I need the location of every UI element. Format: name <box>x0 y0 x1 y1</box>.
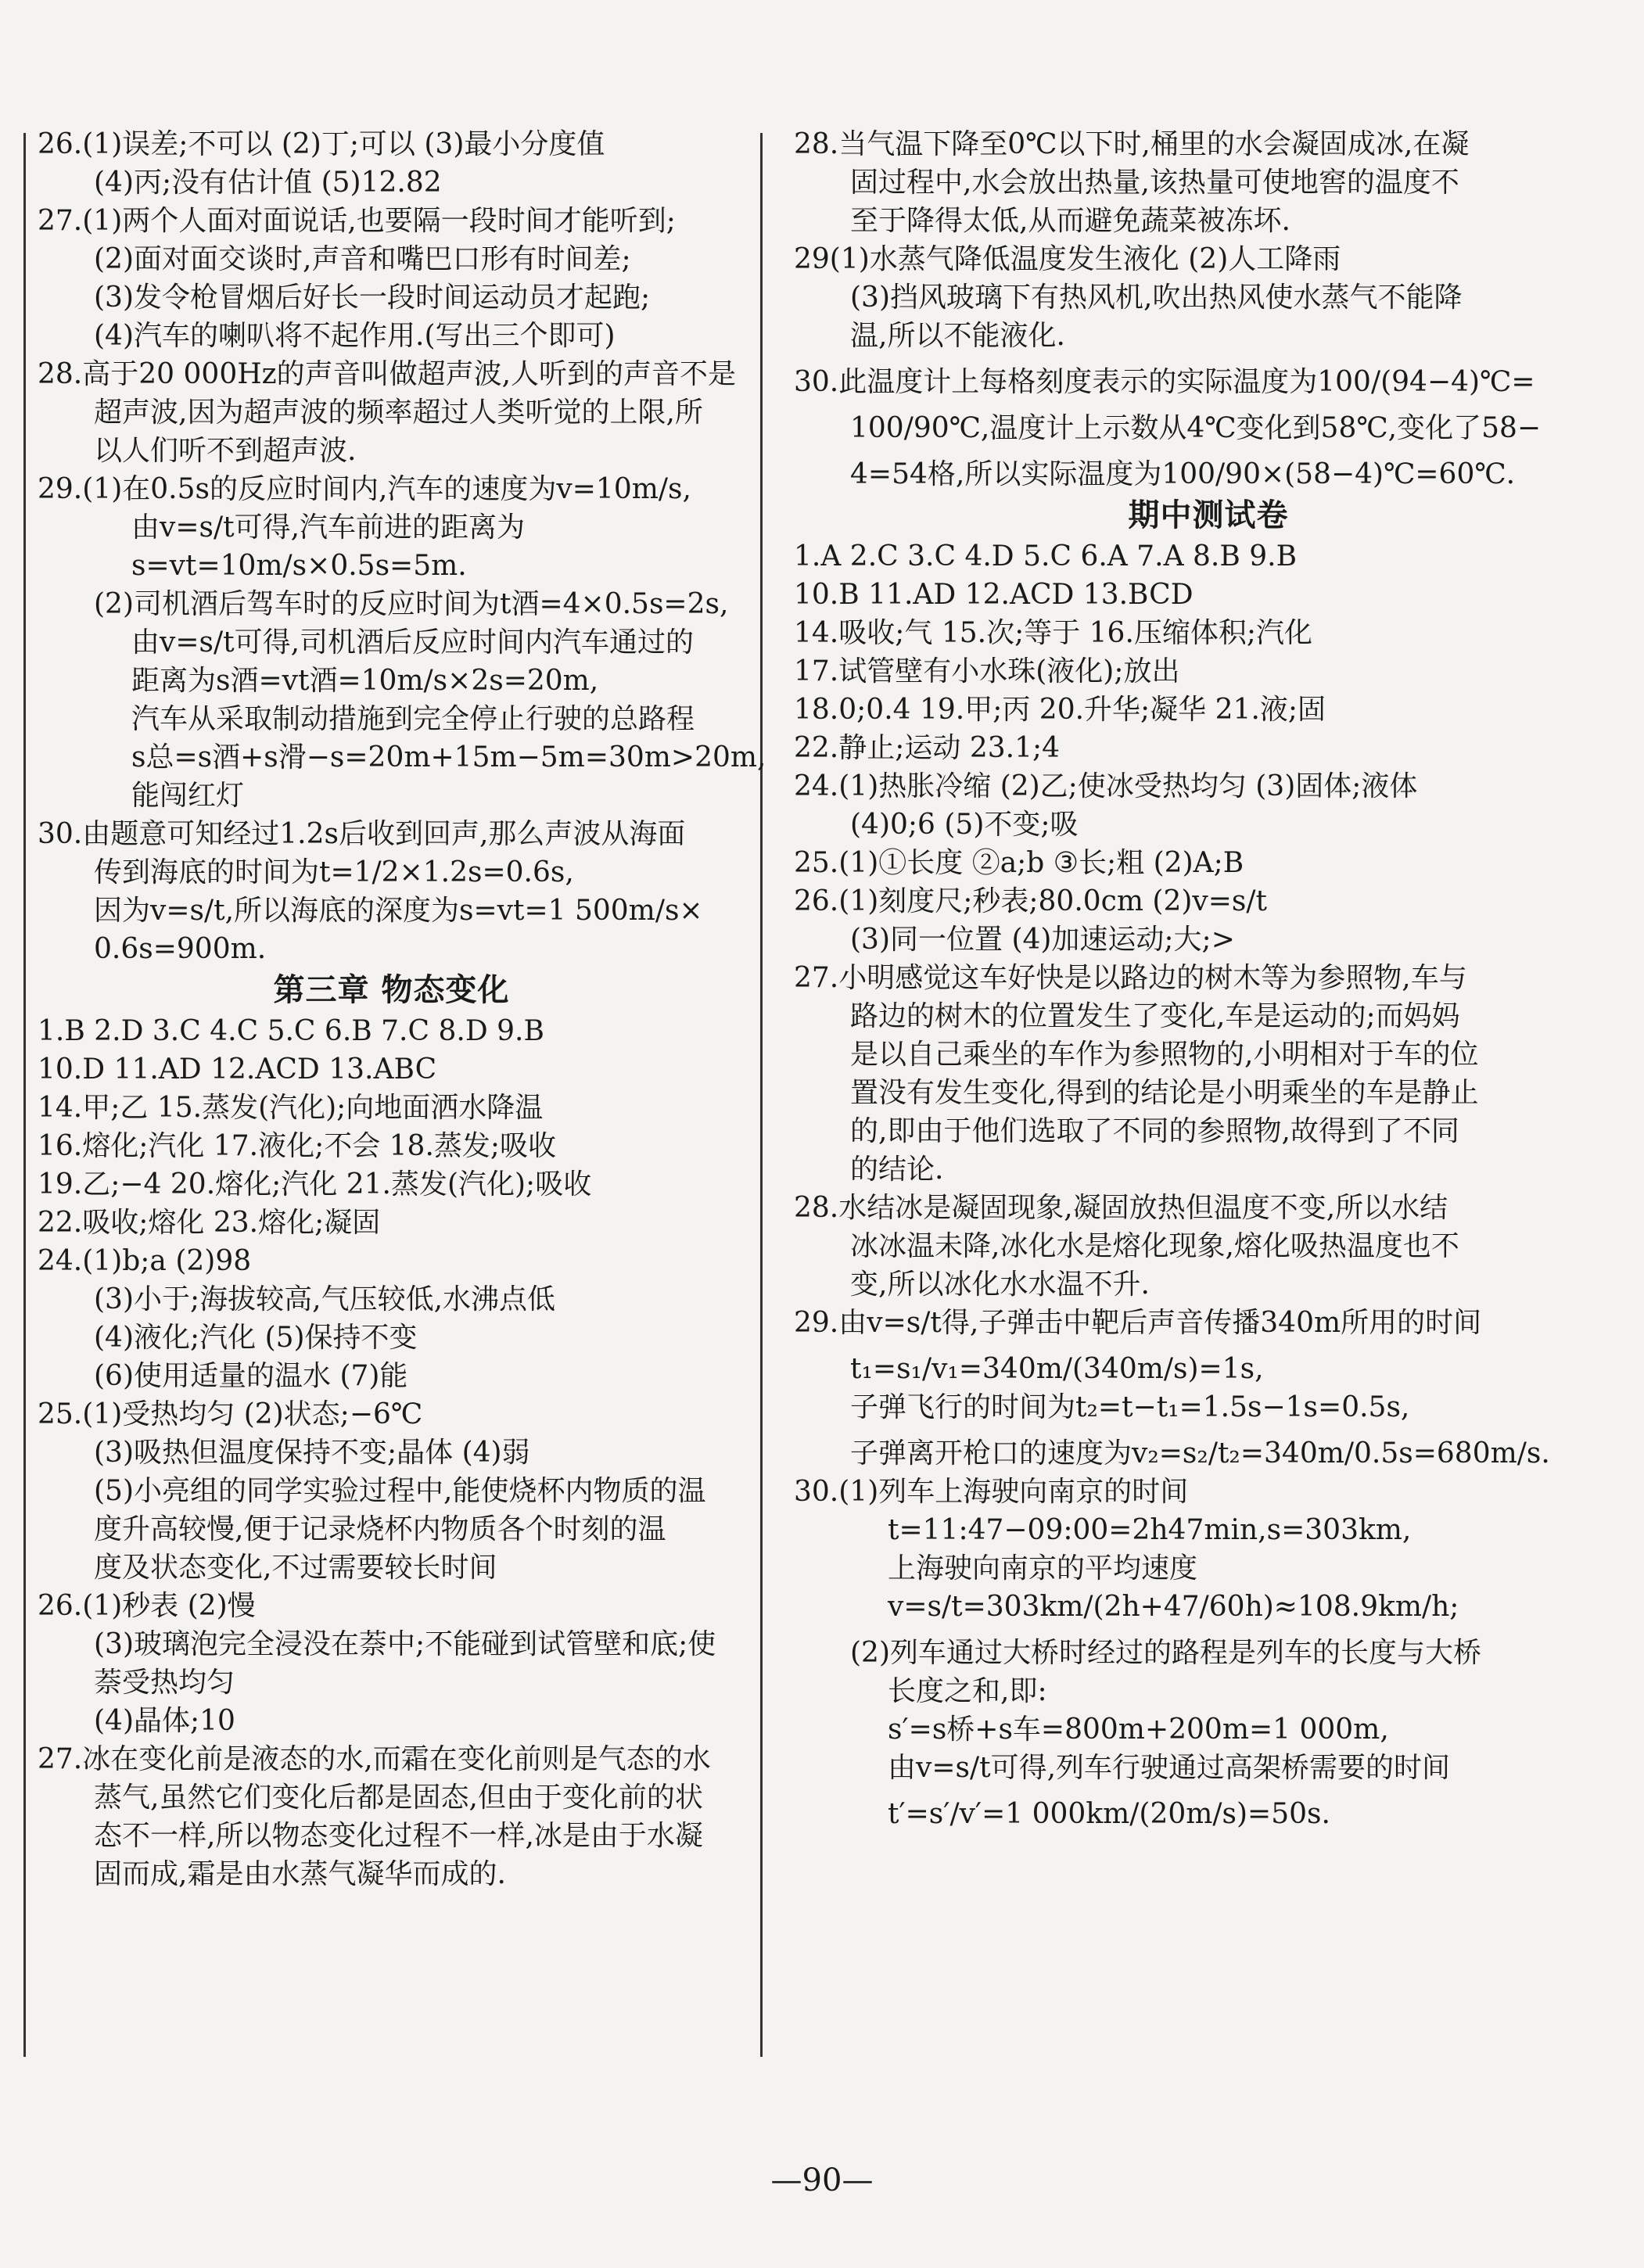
answer-line: (4)丙;没有估计值 (5)12.82 <box>94 167 442 199</box>
answer-line: v=s/t=303km/(2h+47/60h)≈108.9km/h; <box>888 1591 1459 1623</box>
answer-line: 超声波,因为超声波的频率超过人类听觉的上限,所 <box>94 397 703 429</box>
answer-line: 27.(1)两个人面对面说话,也要隔一段时间才能听到; <box>38 205 676 237</box>
answer-line: 子弹离开枪口的速度为v₂=s₂/t₂=340m/0.5s=680m/s. <box>850 1437 1550 1470</box>
answer-line: 固而成,霜是由水蒸气凝华而成的. <box>94 1858 506 1890</box>
answer-line: 子弹飞行的时间为t₂=t−t₁=1.5s−1s=0.5s, <box>850 1391 1410 1423</box>
answer-line: 由v=s/t可得,列车行驶通过高架桥需要的时间 <box>888 1752 1451 1784</box>
answer-line: 14.甲;乙 15.蒸发(汽化);向地面洒水降温 <box>38 1092 544 1124</box>
answer-line: 27.冰在变化前是液态的水,而霜在变化前则是气态的水 <box>38 1743 711 1775</box>
answer-line: 的结论. <box>850 1154 944 1186</box>
answer-line: s′=s桥+s车=800m+200m=1 000m, <box>888 1714 1389 1746</box>
answer-line: 因为v=s/t,所以海底的深度为s=vt=1 500m/s× <box>94 895 703 927</box>
answer-line: (2)司机酒后驾车时的反应时间为t酒=4×0.5s=2s, <box>94 588 729 620</box>
answer-line: 上海驶向南京的平均速度 <box>888 1552 1198 1584</box>
answer-line: s=vt=10m/s×0.5s=5m. <box>131 550 467 582</box>
answer-line: 1.B 2.D 3.C 4.C 5.C 6.B 7.C 8.D 9.B <box>38 1015 544 1047</box>
chapter-title: 第三章 物态变化 <box>273 971 510 1008</box>
answer-line: 长度之和,即: <box>888 1675 1047 1707</box>
answer-line: 蒸气,虽然它们变化后都是固态,但由于变化前的状 <box>94 1782 703 1814</box>
spacer <box>794 447 1623 455</box>
answer-line: 26.(1)误差;不可以 (2)丁;可以 (3)最小分度值 <box>38 128 605 160</box>
left-column <box>38 125 766 1893</box>
answer-line: 由v=s/t可得,司机酒后反应时间内汽车通过的 <box>131 626 695 659</box>
answer-line: 温,所以不能液化. <box>850 320 1065 352</box>
answer-line: 10.B 11.AD 12.ACD 13.BCD <box>794 579 1194 611</box>
answer-line: 22.静止;运动 23.1;4 <box>794 732 1061 764</box>
answer-line: 14.吸收;气 15.次;等于 16.压缩体积;汽化 <box>794 617 1313 649</box>
answer-line: 至于降得太低,从而避免蔬菜被冻坏. <box>850 205 1290 237</box>
answer-line: 汽车从采取制动措施到完全停止行驶的总路程 <box>131 703 695 735</box>
answer-line: 4=54格,所以实际温度为100/90×(58−4)℃=60℃. <box>850 458 1516 490</box>
answer-line: (6)使用适量的温水 (7)能 <box>94 1360 408 1392</box>
answer-line: (4)0;6 (5)不变;吸 <box>850 809 1079 841</box>
answer-line: 态不一样,所以物态变化过程不一样,冰是由于水凝 <box>94 1820 703 1852</box>
answer-line: 28.当气温下降至0℃以下时,桶里的水会凝固成冰,在凝 <box>794 128 1470 160</box>
exam-title: 期中测试卷 <box>1128 497 1289 533</box>
spacer <box>794 355 1623 363</box>
answer-line: (3)同一位置 (4)加速运动;大;> <box>850 924 1235 956</box>
answer-line: 置没有发生变化,得到的结论是小明乘坐的车是静止 <box>850 1077 1479 1109</box>
spacer <box>794 1787 1623 1795</box>
answer-line: (3)吸热但温度保持不变;晶体 (4)弱 <box>94 1437 530 1469</box>
answer-line: 22.吸收;熔化 23.熔化;凝固 <box>38 1207 381 1239</box>
answer-line: 0.6s=900m. <box>94 933 267 965</box>
answer-line: (3)小于;海拔较高,气压较低,水沸点低 <box>94 1283 556 1315</box>
answer-line: 18.0;0.4 19.甲;丙 20.升华;凝华 21.液;固 <box>794 694 1326 726</box>
answer-line: 能闯红灯 <box>131 780 245 812</box>
answer-line: 30.由题意可知经过1.2s后收到回声,那么声波从海面 <box>38 818 686 850</box>
answer-line: t′=s′/v′=1 000km/(20m/s)=50s. <box>888 1798 1330 1830</box>
answer-line: (4)液化;汽化 (5)保持不变 <box>94 1322 418 1354</box>
answer-line: 16.熔化;汽化 17.液化;不会 18.蒸发;吸收 <box>38 1130 557 1162</box>
answer-line: 变,所以冰化水水温不升. <box>850 1269 1150 1301</box>
answer-line: 是以自己乘坐的车作为参照物的,小明相对于车的位 <box>850 1039 1479 1071</box>
answer-line: 的,即由于他们选取了不同的参照物,故得到了不同 <box>850 1115 1459 1147</box>
answer-line: 26.(1)秒表 (2)慢 <box>38 1590 256 1622</box>
answer-line: (5)小亮组的同学实验过程中,能使烧杯内物质的温 <box>94 1475 706 1507</box>
page-number: —90— <box>770 2162 874 2198</box>
answer-line: (3)挡风玻璃下有热风机,吹出热风使水蒸气不能降 <box>850 282 1463 314</box>
answer-line: (4)晶体;10 <box>94 1705 235 1737</box>
answer-line: 29(1)水蒸气降低温度发生液化 (2)人工降雨 <box>794 243 1341 275</box>
answer-line: 以人们听不到超声波. <box>94 435 357 467</box>
answer-line: (4)汽车的喇叭将不起作用.(写出三个即可) <box>94 320 616 352</box>
spacer <box>794 1426 1623 1434</box>
answer-line: 度升高较慢,便于记录烧杯内物质各个时刻的温 <box>94 1513 666 1545</box>
answer-line: (2)面对面交谈时,声音和嘴巴口形有时间差; <box>94 243 631 275</box>
answer-line: 28.水结冰是凝固现象,凝固放热但温度不变,所以水结 <box>794 1192 1448 1224</box>
column-divider <box>760 133 763 2057</box>
answer-line: 由v=s/t可得,汽车前进的距离为 <box>131 511 526 544</box>
answer-line: 24.(1)热胀冷缩 (2)乙;使冰受热均匀 (3)固体;液体 <box>794 770 1418 802</box>
answer-line: 29.由v=s/t得,子弹击中靶后声音传播340m所用的时间 <box>794 1307 1482 1339</box>
answer-line: 29.(1)在0.5s的反应时间内,汽车的速度为v=10m/s, <box>38 473 691 505</box>
spacer <box>794 401 1623 409</box>
answer-line: 1.A 2.C 3.C 4.D 5.C 6.A 7.A 8.B 9.B <box>794 540 1298 572</box>
answer-line: 25.(1)①长度 ②a;b ③长;粗 (2)A;B <box>794 847 1244 879</box>
answer-line: 17.试管壁有小水珠(液化);放出 <box>794 655 1180 687</box>
answer-line: (2)列车通过大桥时经过的路程是列车的长度与大桥 <box>850 1637 1481 1669</box>
answer-line: 26.(1)刻度尺;秒表;80.0cm (2)v=s/t <box>794 885 1267 917</box>
answer-line: 19.乙;−4 20.熔化;汽化 21.蒸发(汽化);吸收 <box>38 1168 592 1200</box>
answer-line: 度及状态变化,不过需要较长时间 <box>94 1552 497 1584</box>
answer-line: 100/90℃,温度计上示数从4℃变化到58℃,变化了58− <box>850 412 1542 444</box>
spacer <box>794 1342 1623 1350</box>
answer-line: 27.小明感觉这车好快是以路边的树木等为参照物,车与 <box>794 962 1467 994</box>
answer-line: (3)发令枪冒烟后好长一段时间运动员才起跑; <box>94 282 651 314</box>
answer-line: 30.此温度计上每格刻度表示的实际温度为100/(94−4)℃= <box>794 366 1535 398</box>
answer-line: 25.(1)受热均匀 (2)状态;−6℃ <box>38 1398 423 1430</box>
left-margin-rule <box>23 133 26 2057</box>
spacer <box>794 1626 1623 1634</box>
answer-line: 10.D 11.AD 12.ACD 13.ABC <box>38 1053 437 1086</box>
answer-line: 传到海底的时间为t=1/2×1.2s=0.6s, <box>94 856 574 888</box>
answer-line: (3)玻璃泡完全浸没在萘中;不能碰到试管壁和底;使 <box>94 1628 716 1660</box>
answer-line: 30.(1)列车上海驶向南京的时间 <box>794 1476 1189 1508</box>
answer-line: 24.(1)b;a (2)98 <box>38 1245 252 1277</box>
answer-line: t=11:47−09:00=2h47min,s=303km, <box>888 1514 1412 1546</box>
answer-line: 28.高于20 000Hz的声音叫做超声波,人听到的声音不是 <box>38 358 737 390</box>
answer-line: 距离为s酒=vt酒=10m/s×2s=20m, <box>131 665 599 697</box>
answer-line: 冰冰温未降,冰化水是熔化现象,熔化吸热温度也不 <box>850 1230 1459 1262</box>
answer-line: 路边的树木的位置发生了变化,车是运动的;而妈妈 <box>850 1000 1460 1032</box>
right-column <box>794 125 1623 1833</box>
answer-line: t₁=s₁/v₁=340m/(340m/s)=1s, <box>850 1353 1264 1385</box>
answer-line: s总=s酒+s滑−s=20m+15m−5m=30m>20m, <box>131 741 766 773</box>
answer-line: 固过程中,水会放出热量,该热量可使地窖的温度不 <box>850 167 1459 199</box>
answer-line: 萘受热均匀 <box>94 1667 235 1699</box>
